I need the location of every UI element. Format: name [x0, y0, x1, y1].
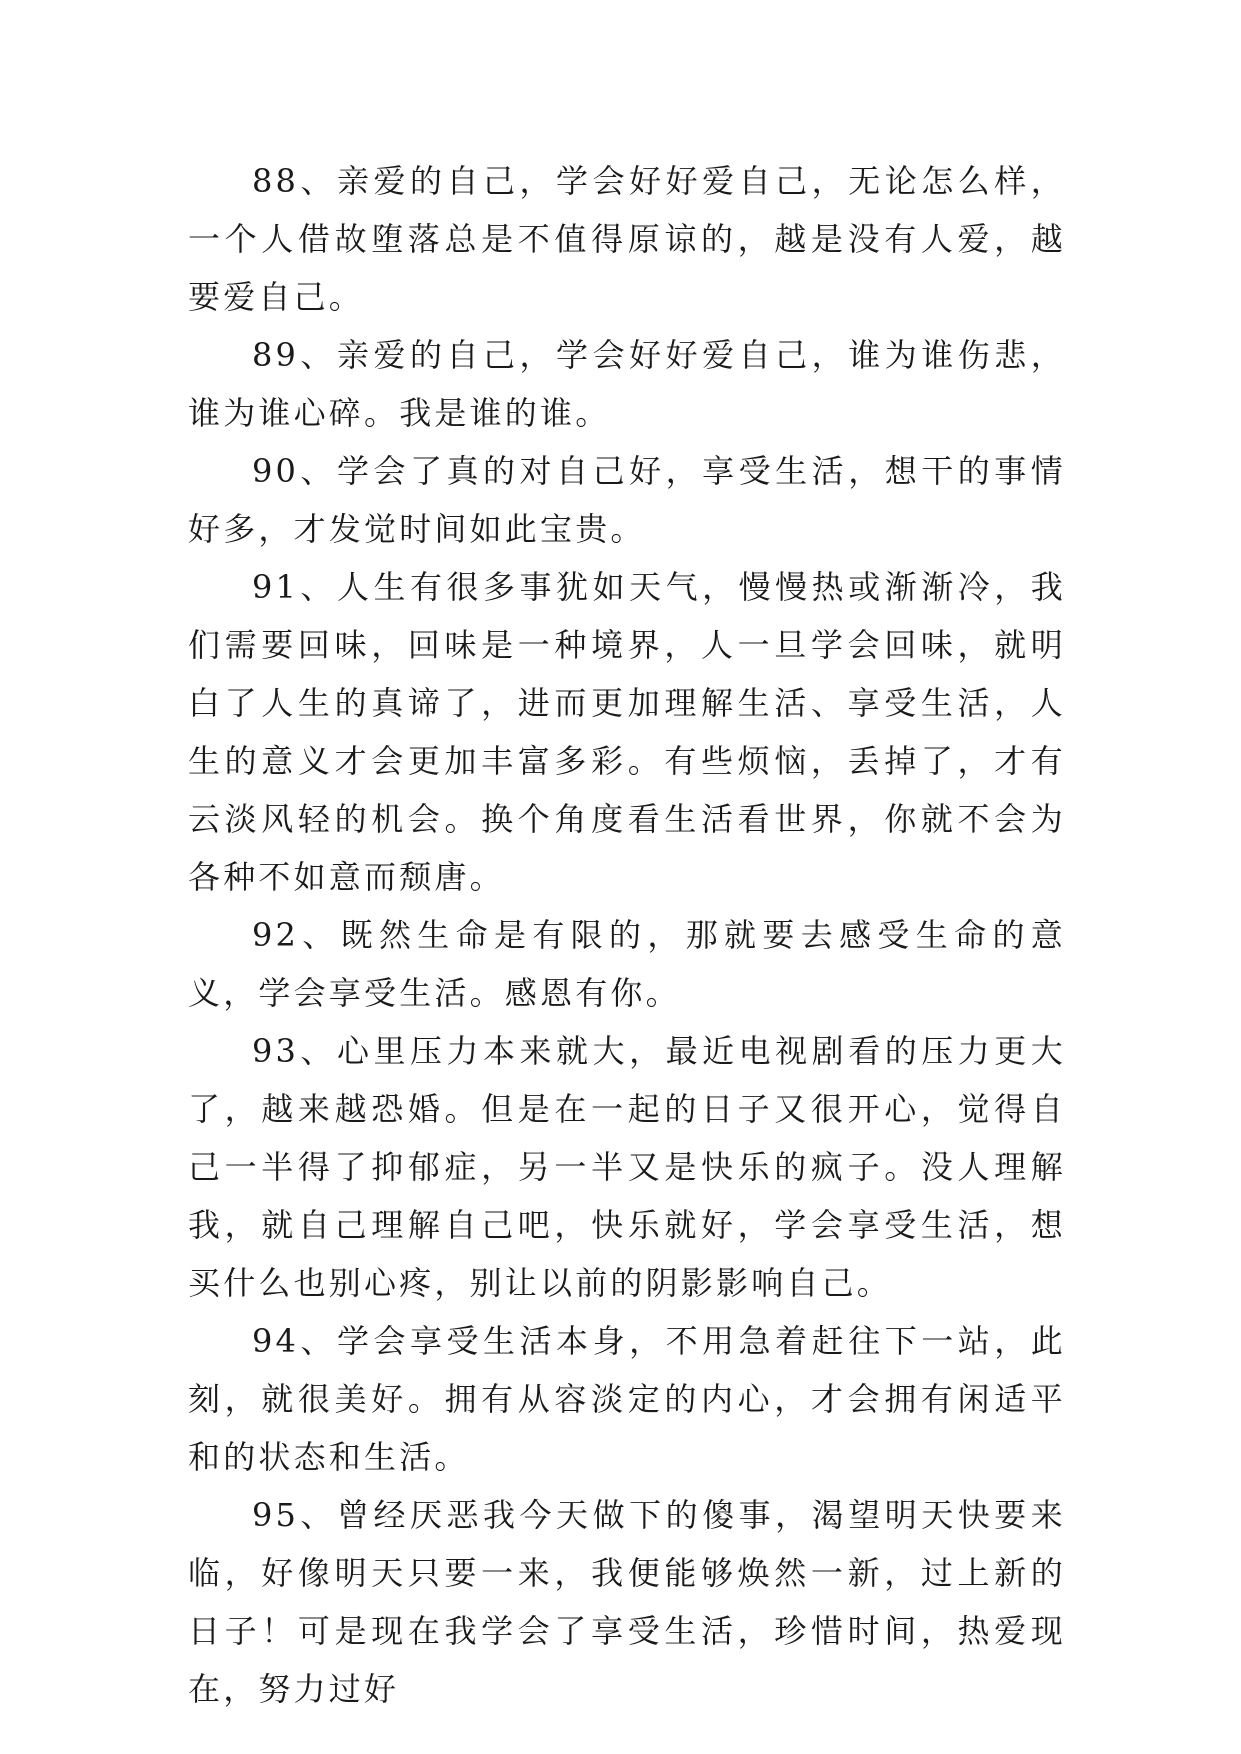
paragraph-89: 89、亲爱的自己，学会好好爱自己，谁为谁伤悲，谁为谁心碎。我是谁的谁。 [188, 336, 1066, 432]
paragraph-92: 92、既然生命是有限的，那就要去感受生命的意义，学会享受生活。感恩有你。 [188, 916, 1066, 1012]
paragraph-90: 90、学会了真的对自己好，享受生活，想干的事情好多，才发觉时间如此宝贵。 [188, 452, 1066, 548]
paragraph-91: 91、人生有很多事犹如天气，慢慢热或渐渐冷，我们需要回味，回味是一种境界，人一旦学会回味，就明白了人生的真谛了，进而更加理解生活、享受生活，人生的意义才会更加丰富多彩。有些烦恼，丢掉了，才有云淡风轻的机会。换个角度看生活看世界，你就不会为各种不如意而颓唐。 [188, 568, 1066, 896]
paragraph-88: 88、亲爱的自己，学会好好爱自己，无论怎么样，一个人借故堕落总是不值得原谅的，越是没有人爱，越要爱自己。 [188, 162, 1066, 316]
document-body [188, 152, 1066, 1718]
paragraph-94: 94、学会享受生活本身，不用急着赶往下一站，此刻，就很美好。拥有从容淡定的内心，才会拥有闲适平和的状态和生活。 [188, 1322, 1066, 1476]
paragraph-93: 93、心里压力本来就大，最近电视剧看的压力更大了，越来越恐婚。但是在一起的日子又很开心，觉得自己一半得了抑郁症，另一半又是快乐的疯子。没人理解我，就自己理解自己吧，快乐就好，学会享受生活，想买什么也别心疼，别让以前的阴影影响自己。 [188, 1032, 1066, 1302]
paragraph-95: 95、曾经厌恶我今天做下的傻事，渴望明天快要来临，好像明天只要一来，我便能够焕然一新，过上新的日子！可是现在我学会了享受生活，珍惜时间，热爱现在，努力过好 [188, 1496, 1066, 1708]
